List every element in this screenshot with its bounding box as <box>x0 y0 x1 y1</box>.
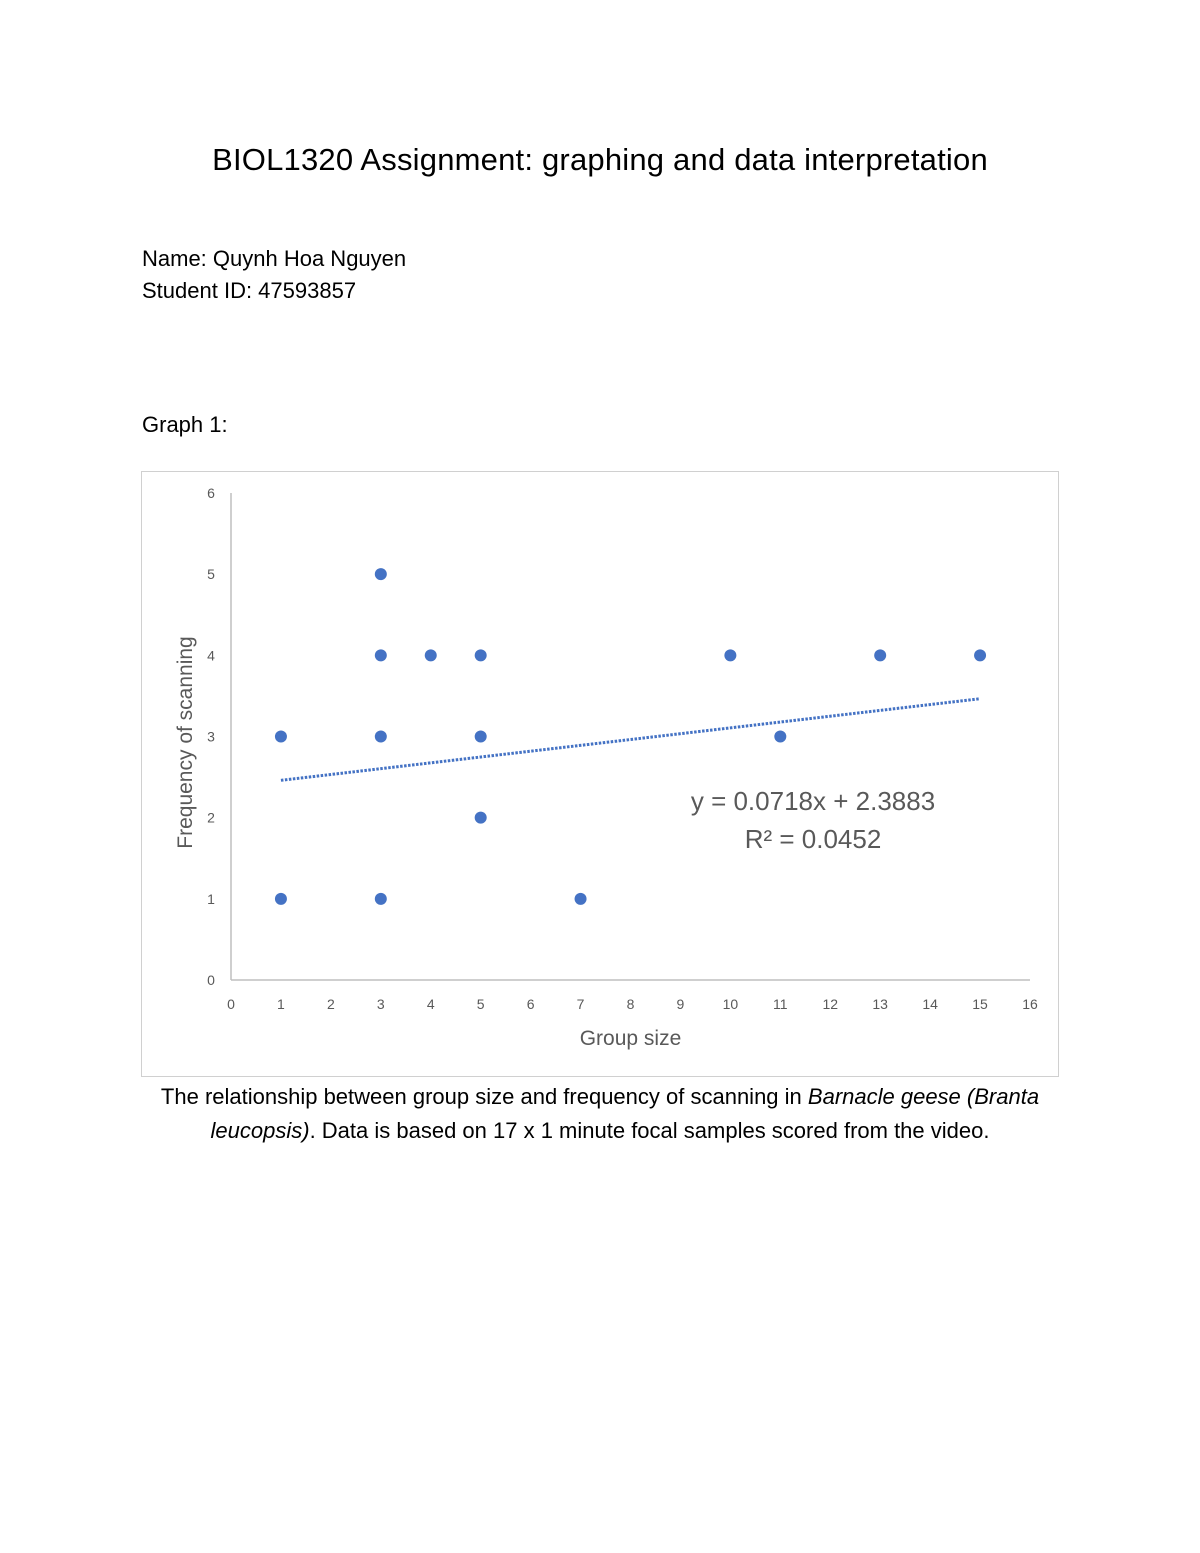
trendline-r-squared: R² = 0.0452 <box>744 824 882 854</box>
x-tick-label: 8 <box>626 996 635 1012</box>
scatter-chart <box>142 472 1060 1078</box>
caption-text-3: . Data is based on 17 x 1 minute focal samples scored from the video. <box>309 1118 990 1143</box>
x-tick-label: 12 <box>822 996 839 1012</box>
x-tick-label: 1 <box>277 996 285 1012</box>
caption-species-latin: (Branta leucopsis) <box>210 1084 1040 1143</box>
y-tick-label: 2 <box>207 809 215 826</box>
x-tick-label: 2 <box>326 996 335 1012</box>
x-tick-label: 15 <box>972 996 988 1012</box>
data-point <box>475 649 487 661</box>
graph-label: Graph 1: <box>142 412 228 437</box>
data-point <box>425 649 437 661</box>
data-point <box>475 731 487 743</box>
x-tick-label: 16 <box>1022 996 1038 1012</box>
x-axis-title: Group size <box>579 1027 682 1050</box>
data-point <box>375 568 387 580</box>
chart-container <box>141 471 1059 1077</box>
y-tick-label: 1 <box>207 890 215 907</box>
data-point <box>375 649 387 661</box>
student-id: Student ID: 47593857 <box>142 278 357 303</box>
x-tick-label: 0 <box>227 996 235 1012</box>
x-tick-label: 11 <box>773 996 788 1012</box>
data-point <box>375 893 387 905</box>
document-title: BIOL1320 Assignment: graphing and data interpretation <box>212 142 988 177</box>
data-point <box>375 731 387 743</box>
trendline-equation: y = 0.0718x + 2.3883 <box>690 786 936 816</box>
x-tick-label: 10 <box>722 996 739 1012</box>
y-tick-label: 3 <box>207 728 215 745</box>
x-tick-label: 6 <box>526 996 535 1012</box>
data-point <box>774 731 786 743</box>
y-tick-label: 4 <box>207 647 215 664</box>
y-tick-label: 6 <box>207 485 215 501</box>
data-point <box>275 731 287 743</box>
data-point <box>575 893 587 905</box>
data-point <box>724 649 736 661</box>
student-name: Name: Quynh Hoa Nguyen <box>142 246 407 271</box>
y-tick-label: 0 <box>207 972 215 988</box>
x-tick-label: 7 <box>576 996 585 1012</box>
x-tick-label: 3 <box>376 996 385 1012</box>
data-point <box>874 649 886 661</box>
x-tick-label: 14 <box>922 996 938 1012</box>
data-point <box>974 649 986 661</box>
y-axis-title: Frequency of scanning <box>174 636 197 849</box>
x-tick-label: 4 <box>426 996 435 1012</box>
data-point <box>475 812 487 824</box>
caption-species-common: Barnacle geese <box>807 1084 961 1109</box>
x-tick-label: 13 <box>872 996 888 1012</box>
x-tick-label: 9 <box>676 996 685 1012</box>
figure-caption <box>141 1080 1059 1148</box>
caption-text-1: The relationship between group size and frequency of scanning in <box>160 1084 808 1109</box>
y-tick-label: 5 <box>207 566 215 583</box>
data-point <box>275 893 287 905</box>
x-tick-label: 5 <box>476 996 485 1012</box>
